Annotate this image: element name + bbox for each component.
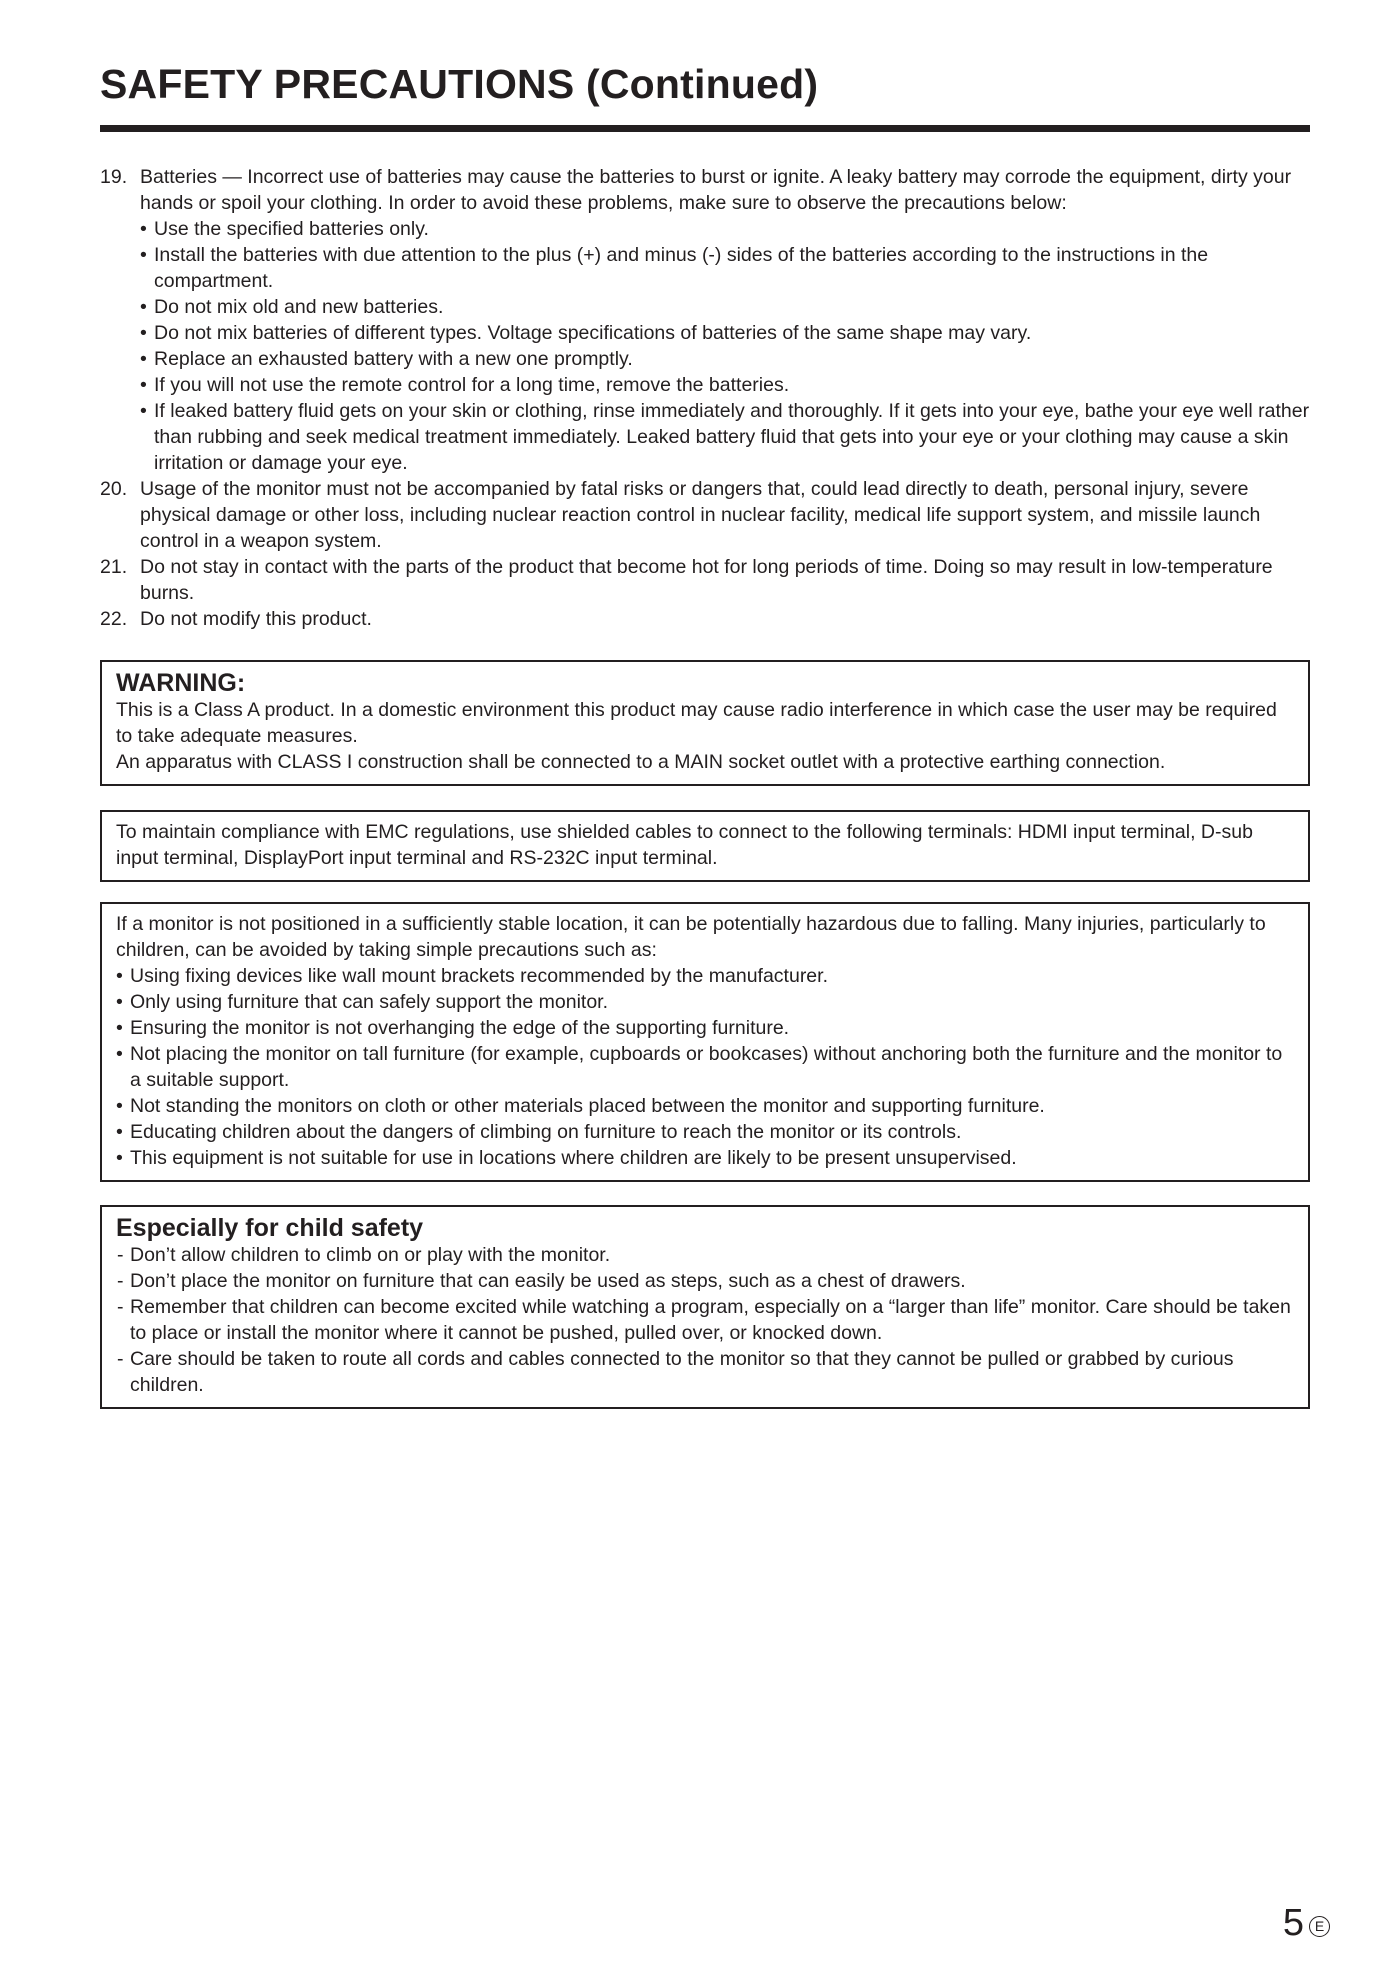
title-rule <box>100 125 1310 132</box>
battery-bullet-list <box>140 216 1315 476</box>
precaution-item <box>100 164 1315 476</box>
precaution-number: 20. <box>100 478 128 500</box>
bullet-item: • Not placing the monitor on tall furniture (for example, cupboards or bookcases) without anchoring both the furniture and the monitor to a suitable support. <box>116 1041 1294 1093</box>
precaution-item <box>100 554 1315 606</box>
bullet-item: • Install the batteries with due attention to the plus (+) and minus (-) sides of the batteries according to the instructions in the compartment. <box>140 242 1315 294</box>
bullet-item: • Ensuring the monitor is not overhanging the edge of the supporting furniture. <box>116 1015 1294 1041</box>
bullet-item: • Using fixing devices like wall mount brackets recommended by the manufacturer. <box>116 963 1294 989</box>
precaution-text: Batteries — Incorrect use of batteries may cause the batteries to burst or ignite. A leaky battery may corrode the equipment, dirty your hands or spoil your clothing. In order to avoid these problems, make sure to observe the precautions below: <box>140 166 1292 214</box>
bullet-item: • This equipment is not suitable for use in locations where children are likely to be present unsupervised. <box>116 1145 1294 1171</box>
bullet-item: • Do not mix old and new batteries. <box>140 294 1315 320</box>
precaution-item <box>100 606 1315 632</box>
bullet-item: • Not standing the monitors on cloth or other materials placed between the monitor and supporting furniture. <box>116 1093 1294 1119</box>
page-number: 5 <box>1282 1902 1304 1944</box>
emc-box <box>100 810 1310 882</box>
emc-text: To maintain compliance with EMC regulations, use shielded cables to connect to the following terminals: HDMI input terminal, D-sub input terminal, DisplayPort input terminal and RS-232C input terminal. <box>116 821 1253 869</box>
language-badge: E <box>1309 1916 1330 1937</box>
warning-text: An apparatus with CLASS I construction shall be connected to a MAIN socket outlet with a protective earthing connection. <box>116 751 1166 773</box>
warning-box <box>100 660 1310 786</box>
precaution-text: Do not stay in contact with the parts of the product that become hot for long periods of time. Doing so may result in low-temperature burns. <box>140 556 1273 604</box>
stability-bullet-list <box>116 963 1294 1171</box>
child-safety-list <box>116 1242 1294 1398</box>
bullet-item: • Do not mix batteries of different types. Voltage specifications of batteries of the same shape may vary. <box>140 320 1315 346</box>
dash-item: - Don’t allow children to climb on or play with the monitor. <box>116 1242 1294 1268</box>
warning-heading: WARNING: <box>116 669 246 697</box>
dash-item: - Remember that children can become excited while watching a program, especially on a “larger than life” monitor. Care should be taken to place or install the monitor where it cannot be pushed, pulled over, or knocked down. <box>116 1294 1294 1346</box>
bullet-item: • Educating children about the dangers of climbing on furniture to reach the monitor or its controls. <box>116 1119 1294 1145</box>
precaution-list <box>100 164 1315 632</box>
stability-box <box>100 902 1310 1182</box>
bullet-item: • Only using furniture that can safely support the monitor. <box>116 989 1294 1015</box>
stability-intro: If a monitor is not positioned in a sufficiently stable location, it can be potentially hazardous due to falling. Many injuries, particularly to children, can be avoided by taking simple precautions such as: <box>116 913 1266 961</box>
child-safety-heading: Especially for child safety <box>116 1214 424 1242</box>
bullet-item: • If you will not use the remote control for a long time, remove the batteries. <box>140 372 1315 398</box>
precaution-text: Do not modify this product. <box>140 608 372 630</box>
warning-text: This is a Class A product. In a domestic environment this product may cause radio interference in which case the user may be required to take adequate measures. <box>116 699 1277 747</box>
dash-item: - Care should be taken to route all cords and cables connected to the monitor so that they cannot be pulled or grabbed by curious children. <box>116 1346 1294 1398</box>
page-title: SAFETY PRECAUTIONS (Continued) <box>100 61 819 107</box>
page-footer <box>1283 1900 1330 1946</box>
bullet-item: • Use the specified batteries only. <box>140 216 1315 242</box>
bullet-item: • Replace an exhausted battery with a new one promptly. <box>140 346 1315 372</box>
precaution-number: 22. <box>100 608 128 630</box>
dash-item: - Don’t place the monitor on furniture that can easily be used as steps, such as a chest of drawers. <box>116 1268 1294 1294</box>
precaution-item <box>100 476 1315 554</box>
precaution-number: 19. <box>100 166 128 188</box>
child-safety-box <box>100 1205 1310 1409</box>
precaution-text: Usage of the monitor must not be accompanied by fatal risks or dangers that, could lead directly to death, personal injury, severe physical damage or other loss, including nuclear reaction control in nuclear facility, medical life support system, and missile launch control in a weapon system. <box>140 478 1261 552</box>
bullet-item: • If leaked battery fluid gets on your skin or clothing, rinse immediately and thoroughly. If it gets into your eye, bathe your eye well rather than rubbing and seek medical treatment immediately. Leaked battery fluid that gets into your eye or your clothing may cause a skin irritation or damage your eye. <box>140 398 1315 476</box>
precaution-number: 21. <box>100 556 128 578</box>
